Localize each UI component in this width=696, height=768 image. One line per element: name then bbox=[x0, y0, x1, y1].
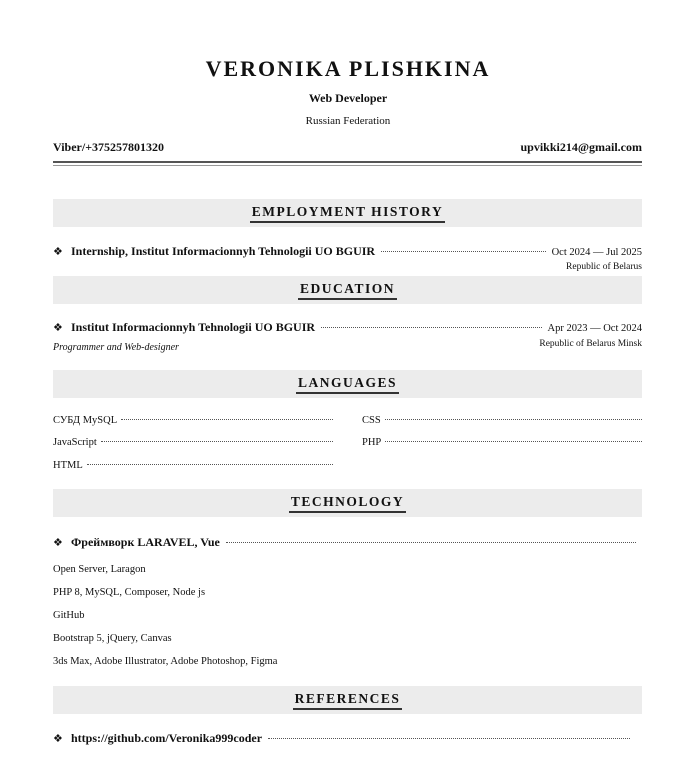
tech-line: Bootstrap 5, jQuery, Canvas bbox=[53, 633, 172, 644]
section-title: EDUCATION bbox=[298, 281, 397, 300]
dotted-leader bbox=[101, 441, 333, 442]
diamond-bullet-icon: ❖ bbox=[53, 322, 63, 334]
country: Russian Federation bbox=[305, 115, 391, 127]
language-name: JavaScript bbox=[53, 437, 97, 448]
technology-entry bbox=[53, 535, 642, 550]
diamond-bullet-icon: ❖ bbox=[53, 537, 63, 549]
section-technology-header bbox=[53, 489, 642, 517]
dotted-leader bbox=[268, 738, 630, 739]
dotted-leader bbox=[385, 441, 642, 442]
section-references-header bbox=[53, 686, 642, 714]
entry-location: Republic of Belarus Minsk bbox=[539, 339, 642, 349]
employment-entry bbox=[53, 244, 642, 259]
language-name: PHP bbox=[362, 437, 382, 448]
entry-dates: Apr 2023 — Oct 2024 bbox=[547, 323, 642, 334]
diamond-bullet-icon: ❖ bbox=[53, 733, 63, 745]
section-title: TECHNOLOGY bbox=[289, 494, 406, 513]
language-item bbox=[53, 437, 333, 448]
header-divider-thin bbox=[53, 165, 642, 166]
education-entry bbox=[53, 320, 642, 335]
entry-location: Republic of Belarus bbox=[566, 262, 642, 272]
tech-line: PHP 8, MySQL, Composer, Node js bbox=[53, 587, 206, 598]
dotted-leader bbox=[87, 464, 333, 465]
language-name: CSS bbox=[362, 415, 381, 426]
section-title: REFERENCES bbox=[293, 691, 403, 710]
entry-title: Institut Informacionnyh Tehnologii UO BGUIR bbox=[71, 320, 316, 334]
language-item bbox=[362, 437, 642, 448]
entry-title: Internship, Institut Informacionnyh Tehnologii UO BGUIR bbox=[71, 244, 376, 258]
dotted-leader bbox=[381, 251, 546, 252]
section-title: LANGUAGES bbox=[296, 375, 399, 394]
diamond-bullet-icon: ❖ bbox=[53, 246, 63, 258]
language-name: СУБД MySQL bbox=[53, 415, 118, 426]
tech-line: 3ds Max, Adobe Illustrator, Adobe Photoshop, Figma bbox=[53, 656, 278, 667]
reference-entry bbox=[53, 731, 636, 746]
job-title: Web Developer bbox=[308, 91, 388, 105]
candidate-name: VERONIKA PLISHKINA bbox=[205, 56, 491, 81]
phone-contact[interactable]: Viber/+375257801320 bbox=[53, 140, 165, 154]
entry-dates: Oct 2024 — Jul 2025 bbox=[551, 247, 642, 258]
tech-line: Open Server, Laragon bbox=[53, 564, 146, 575]
dotted-leader bbox=[226, 542, 636, 543]
header-divider bbox=[53, 161, 642, 163]
language-item bbox=[53, 460, 333, 471]
dotted-leader bbox=[121, 419, 333, 420]
entry-degree: Programmer and Web-designer bbox=[53, 342, 179, 353]
dotted-leader bbox=[321, 327, 541, 328]
tech-line: GitHub bbox=[53, 610, 85, 621]
email-contact[interactable]: upvikki214@gmail.com bbox=[520, 140, 642, 154]
section-languages-header bbox=[53, 370, 642, 398]
section-title: EMPLOYMENT HISTORY bbox=[250, 204, 445, 223]
language-item bbox=[362, 415, 642, 426]
dotted-leader bbox=[385, 419, 642, 420]
language-name: HTML bbox=[53, 460, 83, 471]
section-education-header bbox=[53, 276, 642, 304]
github-link[interactable]: https://github.com/Veronika999coder bbox=[71, 731, 263, 745]
entry-title: Фреймворк LARAVEL, Vue bbox=[71, 535, 220, 549]
section-employment-header bbox=[53, 199, 642, 227]
language-item bbox=[53, 415, 333, 426]
